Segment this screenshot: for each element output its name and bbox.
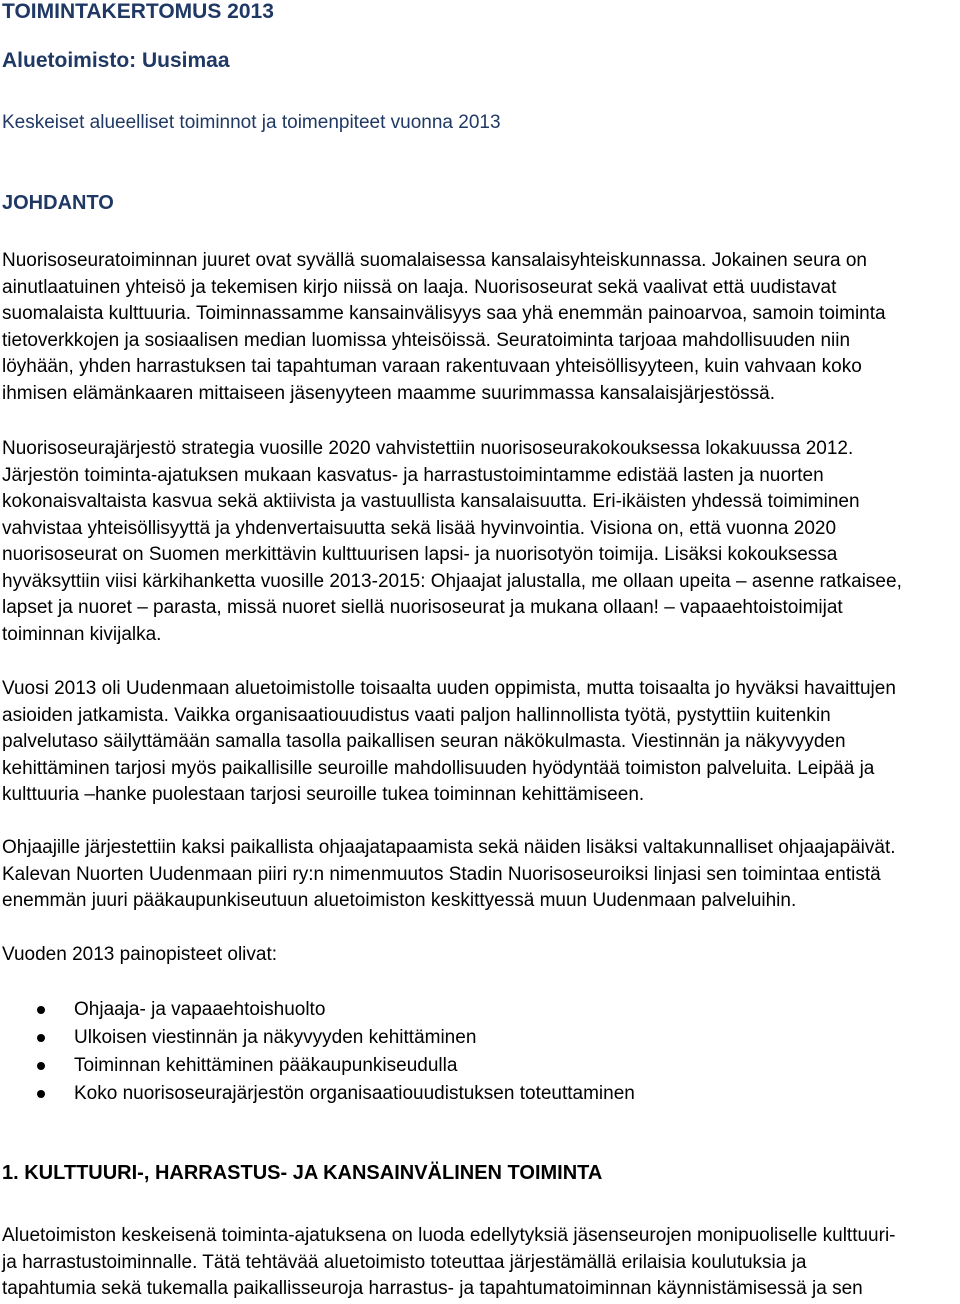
text-line: Ohjaajille järjestettiin kaksi paikallista ohjaajatapaamista sekä näiden lisäksi valtakunnalliset ohjaajapäivät. xyxy=(2,837,896,858)
focus-intro: Vuoden 2013 painopisteet olivat: xyxy=(2,944,278,965)
list-item: Toiminnan kehittäminen pääkaupunkiseudulla xyxy=(30,1052,635,1080)
text-line: ainutlaatuinen yhteisö ja tekemisen kirjo niissä on laaja. Nuorisoseurat sekä vaalivat että uudistavat xyxy=(2,276,837,298)
text-line: vahvistaa yhteisöllisyyttä ja yhdenvertaisuutta sekä lisää hyvinvointia. Visiona on, että vuonna 2020 xyxy=(2,517,837,539)
text-line: Järjestön toiminta-ajatuksen mukaan kasvatus- ja harrastustoimintamme edistää lasten ja nuorten xyxy=(2,464,824,486)
text-line: Kalevan Nuorten Uudenmaan piiri ry:n nimenmuutos Stadin Nuorisoseuroiksi linjasi sen toimintaa entistä xyxy=(2,863,881,885)
text-line: ihmisen elämänkaaren mittaiseen jäsenyyteen maamme suurimmassa kansalaisjärjestössä. xyxy=(2,382,776,404)
bullet-icon xyxy=(37,1062,45,1070)
bullet-icon xyxy=(37,1090,45,1098)
text-line: nuorisoseurat on Suomen merkittävin kulttuurisen lapsi- ja nuorisotyön toimija. Lisäksi kokouksessa xyxy=(2,544,838,565)
text-line: enemmän juuri pääkaupunkiseutuun aluetoimiston keskittyessä muun Uudenmaan palveluihin. xyxy=(2,890,797,911)
text-line: kehittäminen tarjosi myös paikallisille seuroille mahdollisuuden hyödyntää toimiston palveluita. Leipää ja xyxy=(2,757,875,779)
text-line: Nuorisoseuratoiminnan juuret ovat syvällä suomalaisessa kansalaisyhteiskunnassa. Jokainen seura on xyxy=(2,250,867,271)
paragraph-4 xyxy=(2,835,896,915)
bullet-icon xyxy=(37,1034,45,1042)
document-title: TOIMINTAKERTOMUS 2013 xyxy=(2,0,274,23)
paragraph-3 xyxy=(2,676,896,809)
bullet-icon xyxy=(37,1006,45,1014)
text-line: tietoverkkojen ja sosiaalisen median luomissa yhteisöissä. Seuratoiminta tarjoaa mahdollisuuden niin xyxy=(2,329,851,351)
focus-list xyxy=(30,996,635,1108)
section-1-heading: 1. KULTTUURI-, HARRASTUS- JA KANSAINVÄLINEN TOIMINTA xyxy=(2,1162,603,1184)
document-intro: Keskeiset alueelliset toiminnot ja toimenpiteet vuonna 2013 xyxy=(2,112,501,133)
list-item: Koko nuorisoseurajärjestön organisaatiouudistuksen toteuttaminen xyxy=(30,1080,635,1108)
text-line: kokonaisvaltaista kasvua sekä aktiivista ja vastuullista kansalaisuutta. Eri-ikäisten yhdessä toimiminen xyxy=(2,491,860,512)
list-item: Ulkoisen viestinnän ja näkyvyyden kehittäminen xyxy=(30,1024,635,1052)
paragraph-2 xyxy=(2,436,902,648)
text-line: kulttuuria –hanke puolestaan tarjosi seuroille tukea toiminnan kehittämiseen. xyxy=(2,784,645,805)
list-item: Ohjaaja- ja vapaaehtoishuolto xyxy=(30,996,635,1024)
heading-johdanto: JOHDANTO xyxy=(2,192,114,214)
text-line: Aluetoimiston keskeisenä toiminta-ajatuksena on luoda edellytyksiä jäsenseurojen monipuoliselle kulttuuri- xyxy=(2,1225,896,1246)
text-line: suomalaista kulttuuria. Toiminnassamme kansainvälisyys saa yhä enemmän painoarvoa, samoin toiminta xyxy=(2,303,886,324)
document-subtitle: Aluetoimisto: Uusimaa xyxy=(2,49,230,72)
text-line: Nuorisoseurajärjestö strategia vuosille 2020 vahvistettiin nuorisoseurakokouksessa lokakuussa 2012. xyxy=(2,438,854,459)
text-line: tapahtumia sekä tukemalla paikallisseuroja harrastus- ja tapahtumatoiminnan käynnistämisessä ja sen xyxy=(2,1278,863,1299)
text-line: palvelutaso säilyttämään samalla tasolla paikallisen seuran näkökulmasta. Viestinnän ja näkyvyyden xyxy=(2,731,846,752)
text-line: ja harrastustoiminnalle. Tätä tehtävää aluetoimisto toteuttaa järjestämällä erilaisia koulutuksia ja xyxy=(2,1251,807,1273)
paragraph-1 xyxy=(2,248,886,407)
text-line: asioiden jatkamista. Vaikka organisaatiouudistus vaati paljon hallinnollista työtä, pystyttiin kuitenkin xyxy=(2,704,831,726)
text-line: toiminnan kivijalka. xyxy=(2,623,162,645)
text-line: hyväksyttiin viisi kärkihanketta vuosille 2013-2015: Ohjaajat jalustalla, me ollaan upeita – asenne ratkaisee, xyxy=(2,570,902,592)
text-line: lapset ja nuoret – parasta, missä nuoret siellä nuorisoseurat ja mukana ollaan! – vapaaehtoistoimijat xyxy=(2,597,843,618)
text-line: löyhään, yhden harrastuksen tai tapahtuman varaan rakentuvaan yhteisöllisyyteen, kuin vahvaan koko xyxy=(2,356,862,377)
text-line: Vuosi 2013 oli Uudenmaan aluetoimistolle toisaalta uuden oppimista, mutta toisaalta jo hyväksi havaittujen xyxy=(2,678,896,699)
paragraph-5 xyxy=(2,1223,896,1303)
